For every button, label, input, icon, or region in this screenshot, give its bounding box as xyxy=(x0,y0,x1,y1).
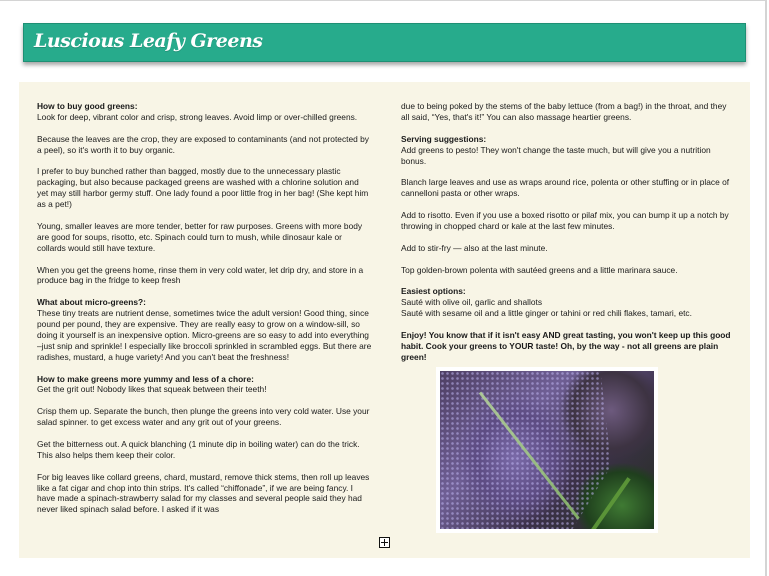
paragraph xyxy=(401,330,736,363)
body-text: Add greens to pesto! They won't change the taste much, but will give you a nutrition bonus. xyxy=(401,144,711,166)
paragraph xyxy=(37,221,372,254)
section-heading: Serving suggestions: xyxy=(401,133,487,144)
page-title: Luscious Leafy Greens xyxy=(34,30,263,52)
body-text: These tiny treats are nutrient dense, sometimes twice the adult version! Good thing, since pound per pound, they are expensive. They are really easy to grow on a window-sill, so doing it yourself is an inexpensive option. Micro-greens are so easy to add into everything –just snip and sprinkle! I especially like broccoli sprinkled in scrambled eggs. But there are radishes, mustard, a huge variety! And you can't beat the freshness! xyxy=(37,308,372,362)
body-text: When you get the greens home, rinse them in very cold water, let drip dry, and store in a produce bag in the fridge to keep fresh xyxy=(37,264,364,286)
paragraph xyxy=(37,374,372,396)
paragraph xyxy=(37,472,372,516)
body-text: Add to stir-fry — also at the last minute. xyxy=(401,242,548,253)
paragraph xyxy=(401,134,736,167)
section-heading: What about micro-greens?: xyxy=(37,297,146,308)
paragraph xyxy=(401,210,736,232)
body-text: Because the leaves are the crop, they are exposed to contaminants (and not protected by a peel), so it's worth it to buy organic. xyxy=(37,133,369,155)
paragraph xyxy=(37,166,372,210)
section-heading: Easiest options: xyxy=(401,286,466,297)
paragraph xyxy=(401,243,736,254)
paragraph xyxy=(37,134,372,156)
paragraph xyxy=(37,101,372,123)
plus-box-icon[interactable] xyxy=(379,537,390,548)
right-column xyxy=(401,101,736,363)
body-text: Blanch large leaves and use as wraps around rice, polenta or other stuffing or in place of cannelloni pasta or other wraps. xyxy=(401,177,730,199)
paragraph xyxy=(37,406,372,428)
paragraph xyxy=(401,286,736,319)
paragraph xyxy=(37,439,372,461)
body-text: Top golden-brown polenta with sautéed greens and a little marinara sauce. xyxy=(401,264,678,275)
paragraph xyxy=(37,265,372,287)
body-text: Sauté with olive oil, garlic and shallots xyxy=(401,297,543,308)
body-text: due to being poked by the stems of the baby lettuce (from a bag!) in the throat, and they all said, “Yes, that's it!” You can also massage heartier greens. xyxy=(401,101,727,122)
body-text: Add to risotto. Even if you use a boxed risotto or pilaf mix, you can bump it up a notch by throwing in chopped chard or kale at the last few minutes. xyxy=(401,210,729,231)
closing-note: Enjoy! You know that if it isn't easy AND great tasting, you won't keep up this good habit. Cook your greens to YOUR taste! Oh, by the way - not all greens are plain green! xyxy=(401,329,731,362)
paragraph xyxy=(37,297,372,362)
paragraph xyxy=(401,177,736,199)
leaf-texture xyxy=(440,371,654,529)
paragraph xyxy=(401,101,736,123)
body-text: Sauté with sesame oil and a little ginger or tahini or red chili flakes, tamari, etc. xyxy=(401,308,692,319)
body-text: Young, smaller leaves are more tender, better for raw purposes. Greens with more body are good for soups, risotto, etc. Spinach could turn to mush, while dinosaur kale or collards would still have texture. xyxy=(37,220,363,253)
body-text: Crisp them up. Separate the bunch, then plunge the greens into very cold water. Use your salad spinner. to get excess water and any grit out of your greens. xyxy=(37,406,370,428)
body-text: Look for deep, vibrant color and crisp, strong leaves. Avoid limp or over-chilled greens. xyxy=(37,111,358,122)
greens-photo-frame xyxy=(436,367,658,533)
greens-photo xyxy=(440,371,654,529)
section-heading: How to make greens more yummy and less of a chore: xyxy=(37,373,254,384)
body-text: Get the bitterness out. A quick blanching (1 minute dip in boiling water) can do the trick. This also helps them keep their color. xyxy=(37,438,360,460)
body-text: Get the grit out! Nobody likes that squeak between their teeth! xyxy=(37,384,267,395)
section-heading: How to buy good greens: xyxy=(37,101,138,111)
left-column xyxy=(37,101,372,515)
title-banner xyxy=(23,23,746,62)
paragraph xyxy=(401,265,736,276)
body-text: I prefer to buy bunched rather than bagged, mostly due to the unnecessary plastic packaging, but also because packaged greens are washed with a chlorine solution and yet may still harbor germy stuff. One lady found a poor little frog in her bag! (She kept him as a pet!) xyxy=(37,166,369,210)
body-text: For big leaves like collard greens, chard, mustard, remove thick stems, then roll up leaves like a fat cigar and chop into thin strips. It's called “chiffonade”, if we are being fancy. I have made a spinach-strawberry salad for my classes and several people said they had never liked spinach salad before. I asked if it was xyxy=(37,471,370,515)
